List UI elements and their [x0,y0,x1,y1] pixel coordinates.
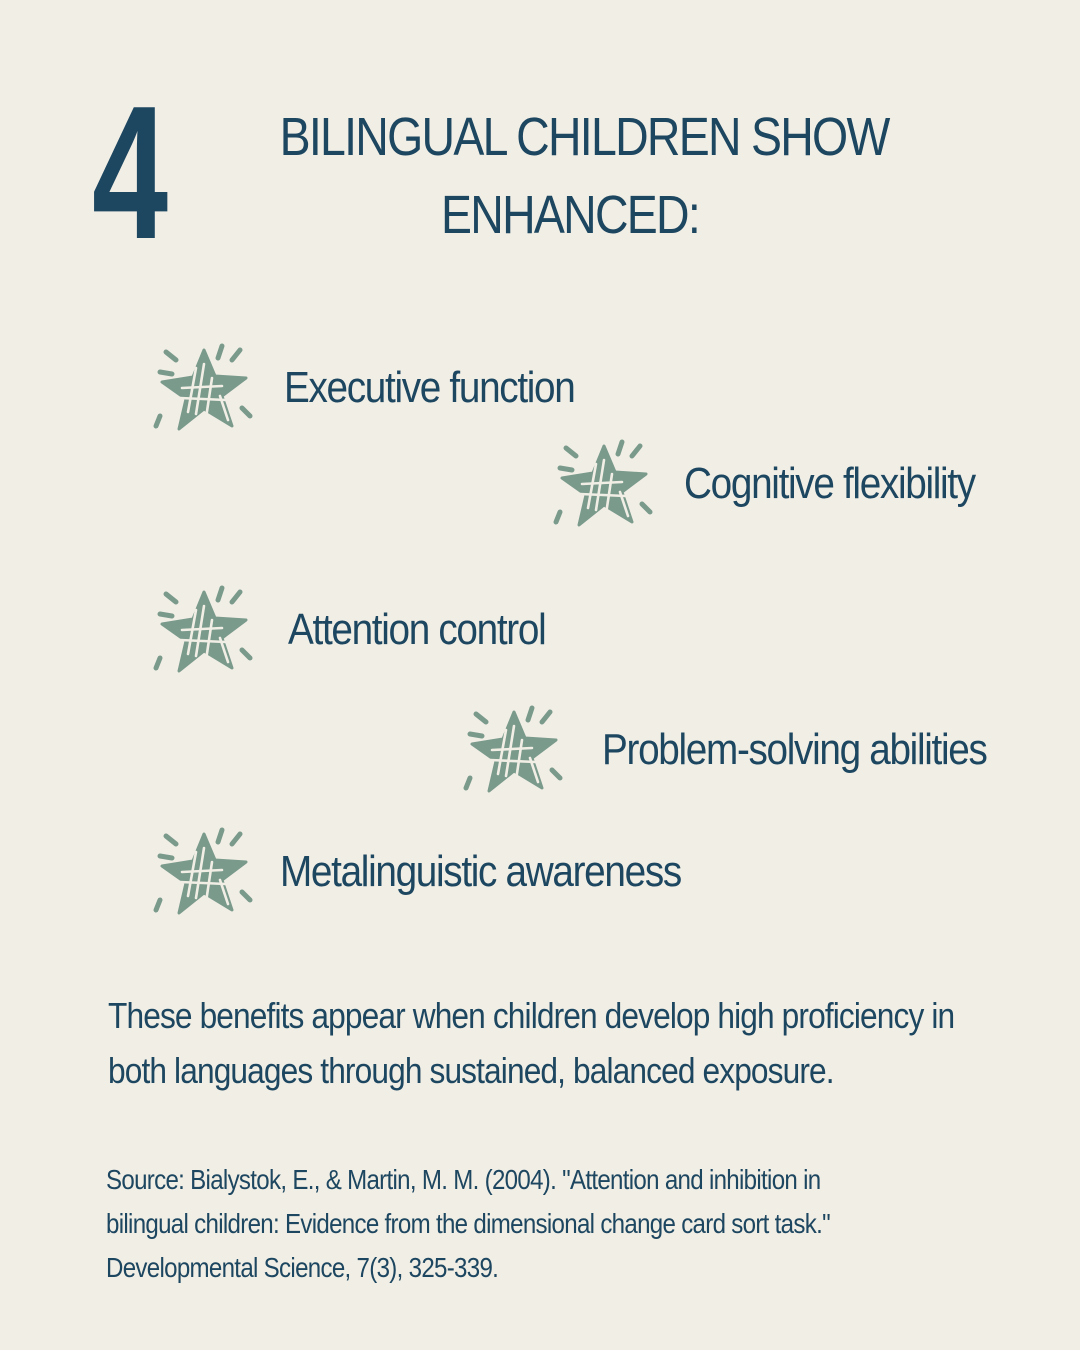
list-item-cognitive-flexibility [552,434,1014,534]
source-line-3: Developmental Science, 7(3), 325-339. [106,1252,499,1283]
list-item-attention-control [152,580,580,680]
slide-heading [230,98,910,254]
star-sparkle-icon [152,822,256,922]
list-item-label: Metalinguistic awareness [280,847,681,896]
list-item-problem-solving [462,700,1039,800]
list-item-label: Executive function [284,363,575,412]
source-citation [106,1158,1006,1290]
body-paragraph [108,988,1008,1098]
star-sparkle-icon [152,580,256,680]
list-item-label: Cognitive flexibility [684,459,975,508]
star-sparkle-icon [462,700,566,800]
body-line-1: These benefits appear when children develop high proficiency in [108,995,955,1036]
heading-line-1: BILINGUAL CHILDREN SHOW [279,107,889,167]
star-sparkle-icon [152,338,256,438]
source-line-2: bilingual children: Evidence from the dimensional change card sort task." [106,1208,830,1239]
list-item-label: Problem-solving abilities [602,725,987,774]
list-item-metalinguistic-awareness [152,822,736,922]
heading-line-2: ENHANCED: [440,185,700,245]
slide-number: 4 [92,67,169,279]
star-sparkle-icon [552,434,656,534]
source-line-1: Source: Bialystok, E., & Martin, M. M. (2004). "Attention and inhibition in [106,1164,821,1195]
body-line-2: both languages through sustained, balanced exposure. [108,1050,834,1091]
list-item-executive-function [152,338,614,438]
list-item-label: Attention control [288,605,546,654]
